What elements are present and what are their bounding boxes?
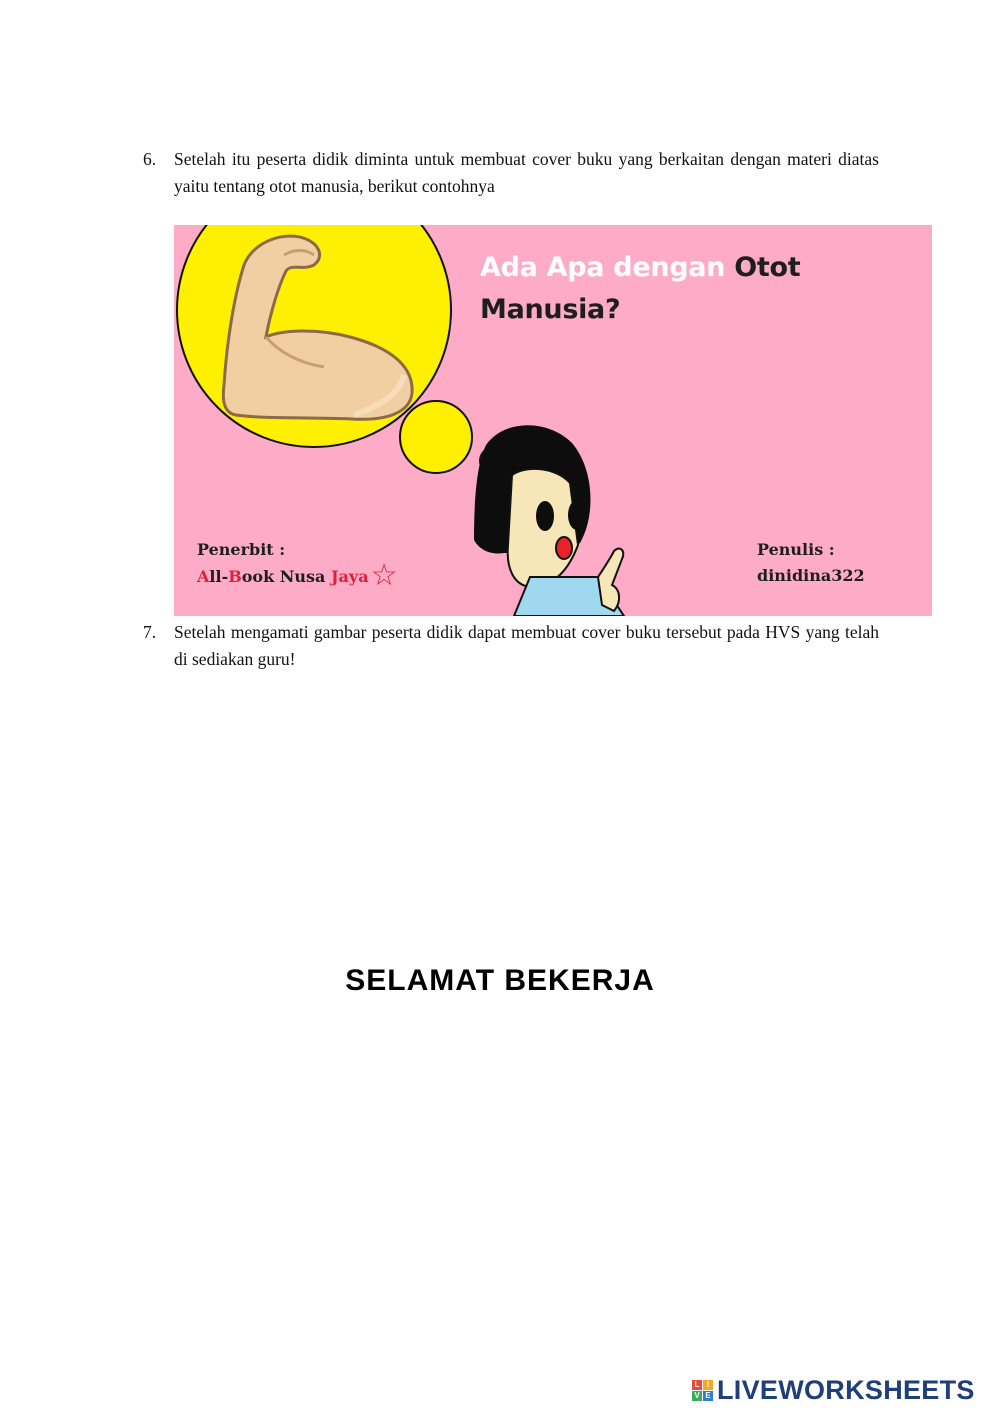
- logo-tile: V: [692, 1391, 702, 1401]
- publisher-name: [197, 558, 398, 593]
- cover-author: [757, 537, 865, 589]
- liveworksheets-brand: [692, 1374, 975, 1406]
- publisher-letter-a: A: [197, 567, 210, 586]
- star-icon: ☆: [370, 558, 398, 593]
- instruction-item-6: [143, 146, 879, 200]
- publisher-part-ook: ook Nusa: [241, 567, 326, 586]
- logo-tile: E: [703, 1391, 713, 1401]
- publisher-part-jaya: Jaya: [330, 567, 369, 586]
- item-number: 7.: [143, 622, 157, 642]
- author-label: Penulis :: [757, 540, 835, 559]
- cover-title-part2: Otot: [734, 252, 801, 283]
- publisher-part-ll: ll-: [209, 567, 229, 586]
- closing-heading: SELAMAT BEKERJA: [345, 964, 655, 997]
- logo-tile: I: [703, 1380, 713, 1390]
- cover-title-part1: Ada Apa dengan: [480, 252, 726, 283]
- cover-title-line2: Manusia?: [480, 294, 621, 325]
- item-number: 6.: [143, 149, 157, 169]
- book-cover-example: [174, 225, 932, 616]
- girl-character-illustration: [474, 425, 624, 616]
- liveworksheets-logo-icon: [692, 1380, 713, 1401]
- instruction-item-7: [143, 619, 879, 673]
- cover-title: [480, 247, 900, 331]
- item-text: Setelah mengamati gambar peserta didik dapat membuat cover buku tersebut pada HVS yang telah di sediakan guru!: [174, 622, 879, 669]
- cover-publisher: [197, 537, 398, 593]
- author-name: dinidina322: [757, 566, 865, 585]
- publisher-label: Penerbit :: [197, 540, 286, 559]
- brand-name: LIVEWORKSHEETS: [717, 1374, 975, 1405]
- item-text: Setelah itu peserta didik diminta untuk membuat cover buku yang berkaitan dengan materi diatas yaitu tentang otot manusia, berikut contohnya: [174, 149, 879, 196]
- logo-tile: L: [692, 1380, 702, 1390]
- publisher-letter-b: B: [228, 567, 242, 586]
